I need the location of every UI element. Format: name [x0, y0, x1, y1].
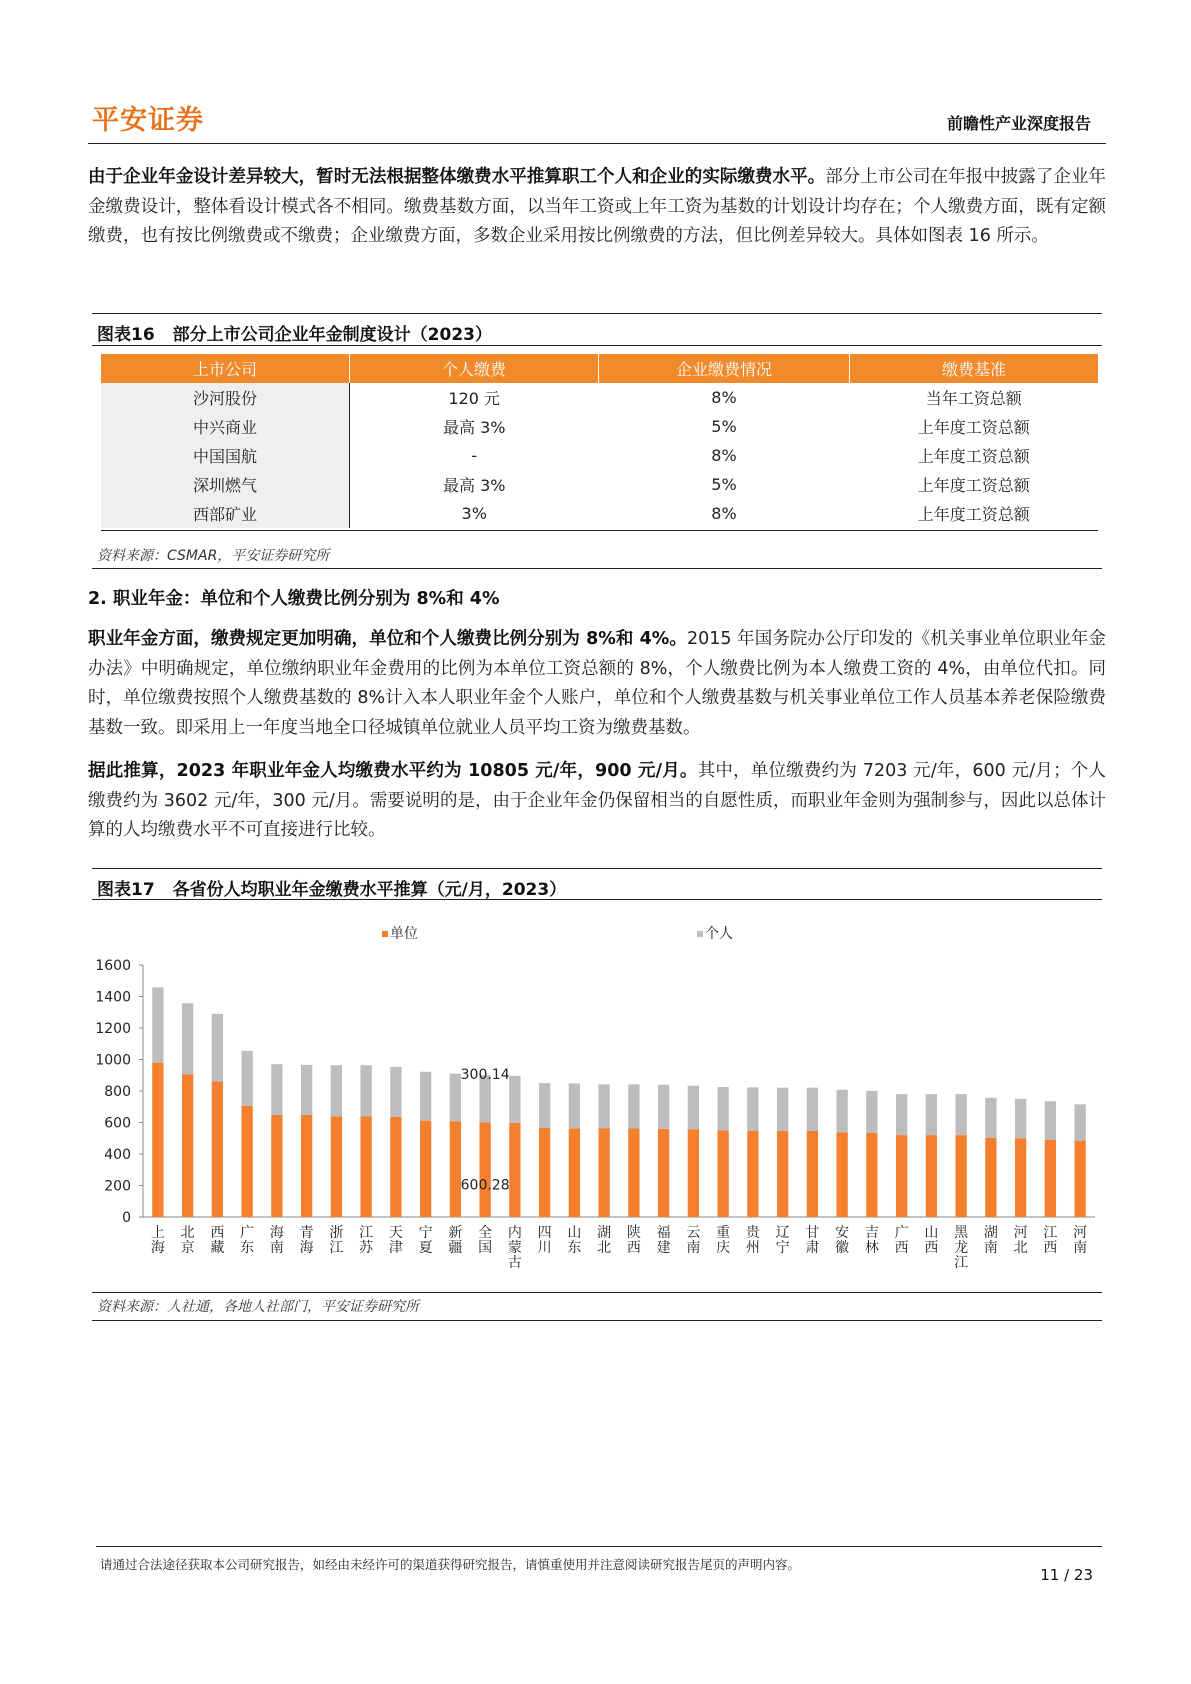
bar-personal — [212, 1014, 223, 1082]
cell-personal: 最高 3% — [443, 476, 506, 495]
bar-unit — [301, 1115, 312, 1217]
bar-unit — [271, 1115, 282, 1217]
bar-unit — [479, 1122, 490, 1217]
cell-base: 上年度工资总额 — [917, 418, 1030, 437]
x-tick-label: 浙江 — [329, 1225, 344, 1256]
x-tick-label: 福建 — [656, 1225, 671, 1256]
bar-unit — [836, 1132, 847, 1217]
fig16-source-rule — [92, 568, 1102, 569]
bar-personal — [301, 1065, 312, 1115]
bar-unit — [509, 1123, 520, 1217]
intro-paragraph — [88, 163, 1106, 252]
x-tick-label: 全国 — [478, 1225, 493, 1256]
section2-paragraph-2 — [88, 757, 1106, 846]
bar-personal — [509, 1076, 520, 1123]
cell-company: 深圳燃气 — [101, 470, 350, 499]
bar-personal — [717, 1087, 728, 1130]
x-tick-label: 重庆 — [716, 1225, 731, 1256]
intro-text: 部分上市公司在年报中披露了企业年金缴费设计，整体看设计模式各不相同。缴费基数方面，以当年工资或上年工资为基数的计划设计均存在；个人缴费方面，既有定额缴费，也有按比例缴费或不缴费；企业缴费方面，多数企业采用按比例缴费的方法，但比例差异较大。具体如图表 16 所示。 — [88, 167, 1107, 246]
intro-bold: 由于企业年金设计差异较大，暂时无法根据整体缴费水平推算职工个人和企业的实际缴费水平。 — [88, 167, 826, 187]
bar-personal — [747, 1087, 758, 1130]
fig16-title-text: 部分上市公司企业年金制度设计（2023） — [172, 325, 492, 345]
bar-unit — [569, 1128, 580, 1217]
x-tick-label: 山东 — [567, 1225, 582, 1256]
bar-personal — [569, 1083, 580, 1128]
fig17-title-rule — [92, 899, 1102, 900]
section-heading: 2. 职业年金：单位和个人缴费比例分别为 8%和 4% — [88, 589, 500, 609]
bar-unit — [1015, 1138, 1026, 1217]
x-tick-label: 甘肃 — [805, 1225, 820, 1256]
bar-personal — [955, 1094, 966, 1135]
bar-unit — [420, 1121, 431, 1217]
data-label-unit: 600.28 — [460, 1177, 510, 1194]
x-tick-label: 青海 — [299, 1225, 314, 1256]
bar-unit — [598, 1128, 609, 1217]
x-tick-label: 宁夏 — [418, 1225, 433, 1256]
cell-base: 上年度工资总额 — [917, 476, 1030, 495]
table-row — [101, 412, 1098, 441]
bar-personal — [777, 1088, 788, 1131]
bar-personal — [836, 1090, 847, 1133]
p2-bold: 据此推算，2023 年职业年金人均缴费水平约为 10805 元/年，900 元/月。 — [88, 761, 698, 781]
table-header-row — [101, 354, 1098, 383]
fig16-title — [97, 320, 492, 345]
x-tick-label: 贵州 — [745, 1225, 760, 1256]
bar-unit — [658, 1129, 669, 1217]
x-tick-label: 吉林 — [864, 1225, 879, 1256]
bar-personal — [420, 1072, 431, 1121]
section2-paragraph-1 — [88, 625, 1106, 743]
bar-unit — [152, 1063, 163, 1217]
p2-text: 其中，单位缴费约为 7203 元/年，600 元/月；个人缴费约为 3602 元/年，300 元/月。需要说明的是，由于企业年金仍保留相当的自愿性质，而职业年金则为强制参与，因此以总体计算的人均缴费水平不可直接进行比较。 — [88, 761, 1106, 840]
x-tick-label: 天津 — [388, 1225, 403, 1256]
header-divider — [88, 143, 1106, 144]
x-tick-label: 海南 — [269, 1225, 284, 1256]
bar-unit — [926, 1135, 937, 1217]
fig17-number: 图表17 — [97, 880, 155, 900]
bar-personal — [896, 1094, 907, 1135]
cell-base: 当年工资总额 — [925, 389, 1022, 408]
fig17-title — [97, 875, 566, 900]
bar-personal — [658, 1085, 669, 1129]
fig17-source: 资料来源：人社通，各地人社部门，平安证券研究所 — [97, 1299, 419, 1315]
bar-personal — [241, 1051, 252, 1106]
fig16-top-rule — [92, 313, 1102, 314]
bar-personal — [360, 1065, 371, 1116]
bar-personal — [866, 1091, 877, 1133]
fig17-source-rule — [92, 1320, 1102, 1321]
cell-company: 西部矿业 — [101, 499, 350, 528]
page-number: 11 / 23 — [1040, 1566, 1093, 1584]
bar-unit — [777, 1131, 788, 1217]
report-type: 前瞻性产业深度报告 — [946, 114, 1091, 133]
bar-personal — [807, 1088, 818, 1131]
header-personal: 个人缴费 — [350, 354, 599, 383]
cell-enterprise: 5% — [711, 417, 737, 436]
bar-unit — [866, 1133, 877, 1217]
fig16-source: 资料来源：CSMAR，平安证券研究所 — [97, 548, 330, 564]
x-tick-label: 云南 — [686, 1225, 701, 1256]
x-tick-label: 江西 — [1043, 1225, 1058, 1256]
y-tick-label: 600 — [104, 1115, 131, 1132]
fig16-bottom-rule — [101, 530, 1098, 531]
table-row — [101, 499, 1098, 528]
footer-disclaimer: 请通过合法途径获取本公司研究报告，如经由未经许可的渠道获得研究报告，请慎重使用并注意阅读研究报告尾页的声明内容。 — [100, 1557, 801, 1572]
bar-unit — [628, 1128, 639, 1217]
bar-personal — [450, 1074, 461, 1122]
cell-personal: 3% — [461, 504, 487, 523]
bar-unit — [331, 1117, 342, 1217]
bar-personal — [1015, 1099, 1026, 1138]
cell-base: 上年度工资总额 — [917, 505, 1030, 524]
bar-personal — [598, 1084, 609, 1128]
cell-company: 中兴商业 — [101, 412, 350, 441]
x-tick-label: 广东 — [240, 1225, 255, 1256]
y-tick-label: 1400 — [95, 989, 131, 1006]
p1-bold: 职业年金方面，缴费规定更加明确，单位和个人缴费比例分别为 8%和 4%。 — [88, 629, 687, 649]
y-tick-label: 800 — [104, 1084, 131, 1100]
x-tick-label: 北京 — [180, 1225, 195, 1256]
bar-personal — [331, 1065, 342, 1116]
bar-unit — [1045, 1140, 1056, 1217]
bar-personal — [926, 1094, 937, 1135]
cell-personal: 120 元 — [448, 389, 501, 408]
x-tick-label: 新疆 — [448, 1225, 463, 1256]
bar-unit — [212, 1082, 223, 1217]
bar-unit — [985, 1138, 996, 1217]
footer-divider — [96, 1546, 1102, 1547]
bar-personal — [628, 1084, 639, 1128]
bar-personal — [539, 1083, 550, 1128]
x-tick-label: 西藏 — [210, 1225, 225, 1256]
cell-personal: 最高 3% — [443, 418, 506, 437]
fig16-number: 图表16 — [97, 325, 155, 345]
bar-personal — [182, 1003, 193, 1074]
legend-label-personal: 个人 — [705, 926, 733, 942]
x-tick-label: 广西 — [894, 1225, 909, 1256]
y-tick-label: 1200 — [95, 1021, 131, 1037]
x-tick-label: 黑龙江 — [954, 1225, 969, 1271]
bar-unit — [955, 1135, 966, 1217]
x-tick-label: 山西 — [924, 1225, 939, 1256]
x-tick-label: 河南 — [1073, 1225, 1088, 1256]
cell-enterprise: 8% — [711, 446, 737, 465]
y-tick-label: 400 — [104, 1147, 131, 1163]
bar-unit — [241, 1106, 252, 1217]
table-row — [101, 470, 1098, 499]
data-label-personal: 300.14 — [460, 1066, 510, 1083]
cell-enterprise: 5% — [711, 475, 737, 494]
cell-company: 中国国航 — [101, 441, 350, 470]
bar-unit — [390, 1117, 401, 1217]
x-tick-label: 湖南 — [983, 1225, 998, 1256]
bar-personal — [985, 1098, 996, 1138]
cell-base: 上年度工资总额 — [917, 447, 1030, 466]
bar-personal — [390, 1067, 401, 1117]
bar-unit — [688, 1129, 699, 1217]
bar-personal — [1045, 1101, 1056, 1140]
legend-label-unit: 单位 — [390, 926, 418, 942]
x-tick-label: 陕西 — [626, 1225, 641, 1256]
legend-swatch-personal — [697, 931, 703, 937]
x-tick-label: 内蒙古 — [507, 1225, 522, 1271]
table-row — [101, 383, 1098, 412]
bar-unit — [450, 1121, 461, 1217]
header-base: 缴费基准 — [850, 354, 1099, 383]
cell-enterprise: 8% — [711, 388, 737, 407]
bar-unit — [360, 1117, 371, 1217]
bar-unit — [182, 1074, 193, 1217]
bar-unit — [539, 1128, 550, 1217]
y-tick-label: 1000 — [95, 1052, 131, 1069]
bar-unit — [747, 1131, 758, 1217]
bar-personal — [688, 1086, 699, 1130]
bar-unit — [807, 1131, 818, 1217]
fig17-title-text: 各省份人均职业年金缴费水平推算（元/月，2023） — [172, 880, 567, 900]
logo: 平安证券 — [92, 105, 204, 136]
x-tick-label: 辽宁 — [775, 1225, 790, 1256]
fig17-bottom-rule — [92, 1292, 1102, 1293]
bar-unit — [1074, 1141, 1085, 1217]
fig17-top-rule — [92, 868, 1102, 869]
x-tick-label: 安徽 — [835, 1225, 850, 1256]
table-row — [101, 441, 1098, 470]
y-tick-label: 200 — [104, 1178, 131, 1195]
fig16-table — [101, 354, 1098, 528]
x-tick-label: 四川 — [537, 1225, 552, 1256]
x-tick-label: 上海 — [150, 1225, 165, 1256]
cell-personal: - — [471, 446, 478, 465]
bar-personal — [1074, 1104, 1085, 1140]
bar-personal — [271, 1064, 282, 1115]
bar-unit — [717, 1130, 728, 1217]
cell-company: 沙河股份 — [101, 383, 350, 412]
p1-text: 2015 年国务院办公厅印发的《机关事业单位职业年金办法》中明确规定，单位缴纳职业年金费用的比例为本单位工资总额的 8%，个人缴费比例为本人缴费工资的 4%，由单位代扣。同时，单位缴费按照个人缴费基数的 8%计入本人职业年金个人账户，单位和个人缴费基数与机关事业单位工作人员基本养老保险缴费基数一致。即采用上一年度当地全口径城镇单位就业人员平均工资为缴费基数。 — [88, 629, 1106, 738]
x-tick-label: 河北 — [1013, 1225, 1028, 1256]
header-company: 上市公司 — [101, 354, 350, 383]
fig16-title-rule — [92, 345, 1102, 346]
bar-personal — [152, 987, 163, 1062]
y-tick-label: 1600 — [95, 958, 131, 974]
legend-swatch-unit — [382, 931, 388, 937]
x-tick-label: 江苏 — [359, 1225, 374, 1256]
stacked-bar-chart — [95, 905, 1100, 1275]
header-enterprise: 企业缴费情况 — [599, 354, 850, 383]
x-tick-label: 湖北 — [597, 1225, 612, 1256]
bar-unit — [896, 1135, 907, 1217]
cell-enterprise: 8% — [711, 504, 737, 523]
y-tick-label: 0 — [122, 1210, 131, 1226]
